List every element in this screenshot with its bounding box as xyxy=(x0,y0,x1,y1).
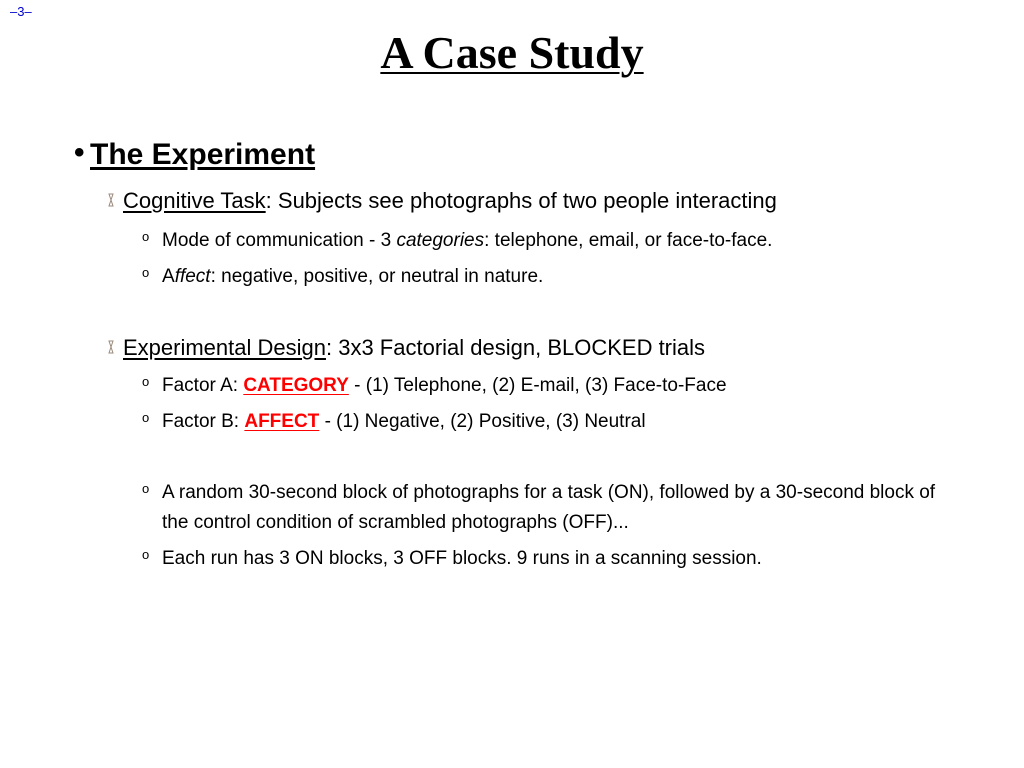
sub-item-text: Factor A: xyxy=(162,375,244,396)
sub-item-text: Mode of communication - 3 xyxy=(162,230,397,251)
sub-item-text: : telephone, email, or face-to-face. xyxy=(484,230,773,251)
item-text: : 3x3 Factorial design, BLOCKED trials xyxy=(325,335,706,360)
hollow-diamond-icon xyxy=(106,193,116,209)
sub-bullet-icon: o xyxy=(142,481,150,496)
sub-item-text: - (1) Telephone, (2) E-mail, (3) Face-to-Face xyxy=(348,375,727,396)
hollow-diamond-icon xyxy=(106,340,116,356)
page-number: –3– xyxy=(10,4,32,19)
item-label: Experimental Design xyxy=(123,335,326,360)
highlight-affect: AFFECT xyxy=(244,411,320,432)
sub-item-text: Factor B: xyxy=(162,411,245,432)
sub-item-text: A random 30-second block of photographs for a task (ON), followed by a 30-second block of the control condition of scrambled photographs (OFF)... xyxy=(162,482,936,533)
slide-title: A Case Study xyxy=(380,27,644,78)
item-label: Cognitive Task xyxy=(123,188,266,213)
sub-item-text: - (1) Negative, (2) Positive, (3) Neutral xyxy=(319,411,646,432)
sub-item-text: Each run has 3 ON blocks, 3 OFF blocks. 9 runs in a scanning session. xyxy=(162,548,762,569)
bullet-icon: • xyxy=(74,136,85,169)
highlight-category: CATEGORY xyxy=(243,375,349,396)
sub-bullet-icon: o xyxy=(142,410,150,425)
item-text: : Subjects see photographs of two people interacting xyxy=(265,188,777,213)
sub-item-text: A xyxy=(162,266,175,287)
sub-item-emphasis: categories xyxy=(396,230,485,251)
sub-bullet-icon: o xyxy=(142,547,150,562)
sub-item-emphasis: ffect xyxy=(174,266,211,287)
sub-bullet-icon: o xyxy=(142,374,150,389)
section-heading-text: The Experiment xyxy=(90,138,316,171)
sub-bullet-icon: o xyxy=(142,265,150,280)
sub-item-text: : negative, positive, or neutral in nature. xyxy=(210,266,544,287)
sub-bullet-icon: o xyxy=(142,229,150,244)
